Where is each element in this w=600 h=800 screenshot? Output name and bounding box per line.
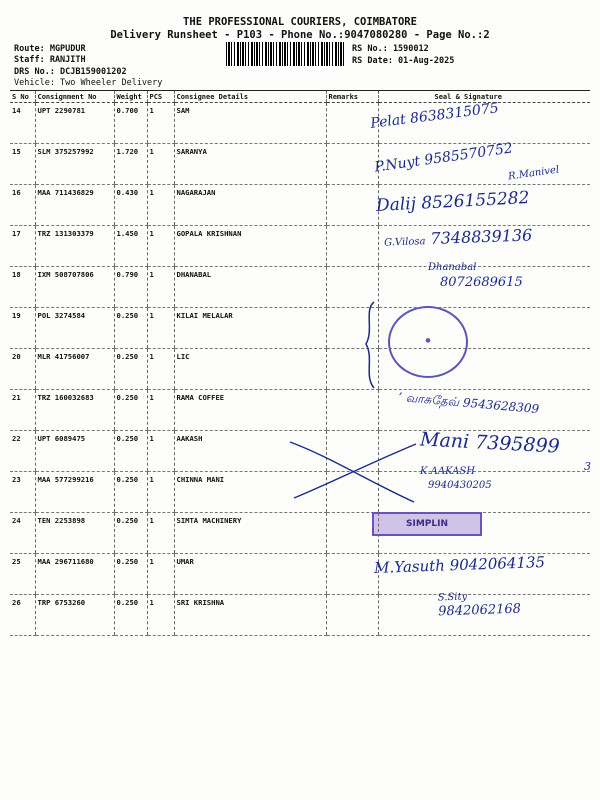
company-title: THE PROFESSIONAL COURIERS, COIMBATORE bbox=[183, 16, 417, 28]
row-weight: 0.250 bbox=[114, 349, 147, 390]
row-consignee: SARANYA bbox=[174, 144, 326, 185]
row-weight: 1.450 bbox=[114, 226, 147, 267]
signature-row-18-name: Dhanabal bbox=[428, 262, 477, 273]
row-weight: 0.250 bbox=[114, 308, 147, 349]
row-remarks bbox=[326, 595, 378, 636]
row-pcs: 1 bbox=[147, 349, 174, 390]
row-sno: 18 bbox=[10, 267, 35, 308]
row-consignee: DHANABAL bbox=[174, 267, 326, 308]
row-sno: 24 bbox=[10, 513, 35, 554]
row-consignee: SRI KRISHNA bbox=[174, 595, 326, 636]
row-sno: 14 bbox=[10, 103, 35, 144]
row-sno: 23 bbox=[10, 472, 35, 513]
row-weight: 0.250 bbox=[114, 431, 147, 472]
row-sno: 16 bbox=[10, 185, 35, 226]
rs-date: RS Date: 01-Aug-2025 bbox=[352, 56, 455, 66]
row-sno: 21 bbox=[10, 390, 35, 431]
row-consignee: RAMA COFFEE bbox=[174, 390, 326, 431]
row-consignment: MAA 711436829 bbox=[35, 185, 114, 226]
row-sno: 17 bbox=[10, 226, 35, 267]
row-consignment: SLM 375257992 bbox=[35, 144, 114, 185]
col-weight: Weight bbox=[114, 91, 147, 103]
row-sno: 19 bbox=[10, 308, 35, 349]
drs-number: DRS No.: DCJB159001202 bbox=[14, 67, 127, 77]
table-row bbox=[10, 308, 590, 349]
row-weight: 0.250 bbox=[114, 513, 147, 554]
row-pcs: 1 bbox=[147, 595, 174, 636]
row-remarks bbox=[326, 513, 378, 554]
col-consignment: Consignment No bbox=[35, 91, 114, 103]
row-remarks bbox=[326, 390, 378, 431]
signature-row-22: Mani 7395899 bbox=[419, 428, 561, 458]
row-weight: 0.250 bbox=[114, 595, 147, 636]
row-sno: 15 bbox=[10, 144, 35, 185]
staff-label: Staff: RANJITH bbox=[14, 55, 86, 65]
col-sno: S No bbox=[10, 91, 35, 103]
signature-row-14: Pelat 8638315075 bbox=[369, 100, 500, 132]
row-weight: 0.250 bbox=[114, 554, 147, 595]
row-consignee: KILAI MELALAR bbox=[174, 308, 326, 349]
row-consignee: SIMTA MACHINERY bbox=[174, 513, 326, 554]
row-consignee: UMAR bbox=[174, 554, 326, 595]
row-consignment: TRZ 160032683 bbox=[35, 390, 114, 431]
row-weight: 0.250 bbox=[114, 390, 147, 431]
row-pcs: 1 bbox=[147, 103, 174, 144]
row-pcs: 1 bbox=[147, 390, 174, 431]
row-consignment: TEN 2253898 bbox=[35, 513, 114, 554]
row-consignment: MLR 41756007 bbox=[35, 349, 114, 390]
row-pcs: 1 bbox=[147, 513, 174, 554]
col-seal-signature: Seal & Signature bbox=[378, 91, 590, 103]
company-stamp: SIMPLIN bbox=[372, 512, 482, 536]
row-pcs: 1 bbox=[147, 431, 174, 472]
row-sno: 22 bbox=[10, 431, 35, 472]
mark-three: 3 bbox=[584, 460, 591, 473]
col-consignee: Consignee Details bbox=[174, 91, 326, 103]
rs-number: RS No.: 1590012 bbox=[352, 44, 429, 54]
row-weight: 1.720 bbox=[114, 144, 147, 185]
signature-row-23-name: K.AAKASH bbox=[420, 466, 475, 477]
row-pcs: 1 bbox=[147, 472, 174, 513]
row-sno: 20 bbox=[10, 349, 35, 390]
row-remarks bbox=[326, 185, 378, 226]
row-weight: 0.430 bbox=[114, 185, 147, 226]
row-pcs: 1 bbox=[147, 226, 174, 267]
col-remarks: Remarks bbox=[326, 91, 378, 103]
row-weight: 0.250 bbox=[114, 472, 147, 513]
row-pcs: 1 bbox=[147, 267, 174, 308]
row-pcs: 1 bbox=[147, 554, 174, 595]
signature-row-16: Dalij 8526155282 bbox=[375, 187, 530, 217]
row-pcs: 1 bbox=[147, 144, 174, 185]
row-sno: 25 bbox=[10, 554, 35, 595]
col-pcs: PCS bbox=[147, 91, 174, 103]
row-remarks bbox=[326, 226, 378, 267]
row-consignment: UPT 6089475 bbox=[35, 431, 114, 472]
row-remarks bbox=[326, 144, 378, 185]
signature-row-15: P.Nuyt 9585570752 bbox=[373, 140, 514, 176]
row-sno: 26 bbox=[10, 595, 35, 636]
barcode bbox=[226, 42, 344, 66]
row-consignee: SAM bbox=[174, 103, 326, 144]
table-row bbox=[10, 103, 590, 144]
row-consignment: TRP 6753260 bbox=[35, 595, 114, 636]
runsheet-subtitle: Delivery Runsheet - P103 - Phone No.:9047080280 - Page No.:2 bbox=[110, 29, 490, 41]
row-weight: 0.700 bbox=[114, 103, 147, 144]
signature-row-18: 8072689615 bbox=[440, 275, 523, 290]
row-consignment: MAA 296711680 bbox=[35, 554, 114, 595]
cross-mark bbox=[288, 436, 418, 506]
table-row bbox=[10, 513, 590, 554]
route-label: Route: MGPUDUR bbox=[14, 44, 86, 54]
signature-row-21: ’ வாசுதேவ் 9543628309 bbox=[397, 389, 540, 417]
row-consignee: CHINNA MANI bbox=[174, 472, 326, 513]
row-consignee: LIC bbox=[174, 349, 326, 390]
row-weight: 0.790 bbox=[114, 267, 147, 308]
row-consignee: GOPALA KRISHNAN bbox=[174, 226, 326, 267]
row-pcs: 1 bbox=[147, 308, 174, 349]
row-consignee: NAGARAJAN bbox=[174, 185, 326, 226]
row-consignment: POL 3274584 bbox=[35, 308, 114, 349]
row-consignment: MAA 577299216 bbox=[35, 472, 114, 513]
signature-row-25: M.Yasuth 9042064135 bbox=[373, 553, 546, 577]
row-pcs: 1 bbox=[147, 185, 174, 226]
signature-row-17: G.Vilosa 7348839136 bbox=[383, 225, 533, 249]
signature-row-26: S.Sity 9842062168 bbox=[437, 591, 522, 620]
row-consignee: AAKASH bbox=[174, 431, 326, 472]
brace-mark bbox=[360, 300, 382, 390]
round-seal: ● bbox=[388, 306, 468, 378]
row-remarks bbox=[326, 554, 378, 595]
row-consignment: IXM 508707806 bbox=[35, 267, 114, 308]
table-header bbox=[10, 91, 590, 103]
row-consignment: UPT 2290781 bbox=[35, 103, 114, 144]
table-row bbox=[10, 349, 590, 390]
signature-row-15-name: R.Manivel bbox=[507, 164, 560, 183]
signature-row-23: 9940430205 bbox=[428, 480, 492, 491]
row-consignment: TRZ 131303379 bbox=[35, 226, 114, 267]
vehicle-label: Vehicle: Two Wheeler Delivery bbox=[14, 78, 163, 88]
